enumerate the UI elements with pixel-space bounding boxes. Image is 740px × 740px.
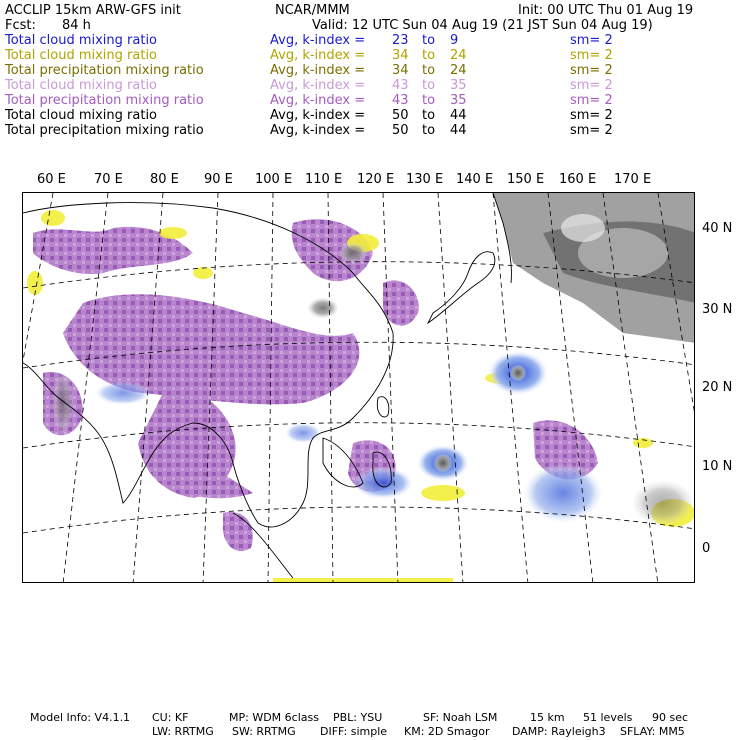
field-k-to: 35	[450, 78, 467, 93]
latitude-label: 20 N	[702, 380, 733, 395]
field-legend-row	[5, 33, 735, 48]
model-info-item: KM: 2D Smagor	[404, 725, 490, 738]
model-info-item: MP: WDM 6class	[229, 711, 319, 724]
field-name: Total precipitation mixing ratio	[5, 63, 204, 78]
longitude-label: 140 E	[456, 172, 494, 187]
field-legend-row	[5, 123, 735, 138]
model-info-item: DAMP: Rayleigh3	[512, 725, 606, 738]
model-info-item: 51 levels	[583, 711, 633, 724]
field-legend-row	[5, 108, 735, 123]
field-sm: sm= 2	[570, 63, 613, 78]
field-sm: sm= 2	[570, 78, 613, 93]
longitude-label: 70 E	[94, 172, 123, 187]
field-name: Total cloud mixing ratio	[5, 78, 158, 93]
model-info-item: 15 km	[530, 711, 565, 724]
field-k-to: 44	[450, 108, 467, 123]
forecast-hours: 84 h	[62, 18, 91, 33]
model-info-item: SW: RRTMG	[232, 725, 296, 738]
longitude-label: 120 E	[357, 172, 395, 187]
model-info-item: 90 sec	[652, 711, 689, 724]
field-name: Total cloud mixing ratio	[5, 33, 158, 48]
latitude-label: 0	[702, 541, 711, 556]
field-sm: sm= 2	[570, 33, 613, 48]
field-legend-row	[5, 93, 735, 108]
latitude-label: 40 N	[702, 221, 733, 236]
model-info-item: SF: Noah LSM	[423, 711, 498, 724]
model-info-item: CU: KF	[152, 711, 189, 724]
longitude-label: 60 E	[37, 172, 66, 187]
field-avg: Avg, k-index =	[270, 123, 366, 138]
field-avg: Avg, k-index =	[270, 33, 366, 48]
field-k-from: 34	[392, 48, 409, 63]
field-name: Total cloud mixing ratio	[5, 108, 158, 123]
forecast-label: Fcst:	[5, 18, 36, 33]
longitude-label: 130 E	[406, 172, 444, 187]
field-k-from: 34	[392, 63, 409, 78]
map-canvas	[23, 193, 695, 583]
field-to: to	[422, 123, 436, 138]
organization: NCAR/MMM	[275, 3, 350, 18]
latitude-label: 10 N	[702, 459, 733, 474]
field-legend-row	[5, 48, 735, 63]
longitude-label: 150 E	[507, 172, 545, 187]
field-avg: Avg, k-index =	[270, 93, 366, 108]
field-avg: Avg, k-index =	[270, 63, 366, 78]
latitude-label: 30 N	[702, 302, 733, 317]
model-info-item: PBL: YSU	[333, 711, 383, 724]
longitude-label: 110 E	[305, 172, 343, 187]
field-k-from: 23	[392, 33, 409, 48]
field-name: Total cloud mixing ratio	[5, 48, 158, 63]
field-avg: Avg, k-index =	[270, 108, 366, 123]
field-k-to: 44	[450, 123, 467, 138]
longitude-label: 80 E	[150, 172, 179, 187]
field-sm: sm= 2	[570, 93, 613, 108]
model-info-item: SFLAY: MM5	[620, 725, 685, 738]
field-k-to: 24	[450, 63, 467, 78]
field-k-to: 9	[450, 33, 459, 48]
model-info-item: Model Info: V4.1.1	[30, 711, 131, 724]
model-info-item: DIFF: simple	[320, 725, 388, 738]
field-k-from: 43	[392, 78, 409, 93]
field-avg: Avg, k-index =	[270, 78, 366, 93]
longitude-label: 160 E	[559, 172, 597, 187]
map-panel	[22, 192, 695, 583]
field-to: to	[422, 63, 436, 78]
field-name: Total precipitation mixing ratio	[5, 123, 204, 138]
init-time: Init: 00 UTC Thu 01 Aug 19	[518, 3, 694, 18]
field-avg: Avg, k-index =	[270, 48, 366, 63]
field-sm: sm= 2	[570, 108, 613, 123]
field-to: to	[422, 93, 436, 108]
valid-time: Valid: 12 UTC Sun 04 Aug 19 (21 JST Sun 04 Aug 19)	[312, 18, 653, 33]
field-to: to	[422, 48, 436, 63]
field-to: to	[422, 33, 436, 48]
longitude-label: 100 E	[255, 172, 293, 187]
field-k-to: 35	[450, 93, 467, 108]
field-name: Total precipitation mixing ratio	[5, 93, 204, 108]
field-k-to: 24	[450, 48, 467, 63]
longitude-label: 90 E	[204, 172, 233, 187]
longitude-label: 170 E	[614, 172, 652, 187]
field-to: to	[422, 78, 436, 93]
field-k-from: 50	[392, 123, 409, 138]
field-k-from: 50	[392, 108, 409, 123]
field-sm: sm= 2	[570, 48, 613, 63]
model-info-item: LW: RRTMG	[152, 725, 214, 738]
field-k-from: 43	[392, 93, 409, 108]
model-title: ACCLIP 15km ARW-GFS init	[5, 3, 181, 18]
field-sm: sm= 2	[570, 123, 613, 138]
field-legend-row	[5, 63, 735, 78]
field-legend-row	[5, 78, 735, 93]
field-to: to	[422, 108, 436, 123]
cloud-mass-northwest-pacific	[493, 193, 695, 343]
